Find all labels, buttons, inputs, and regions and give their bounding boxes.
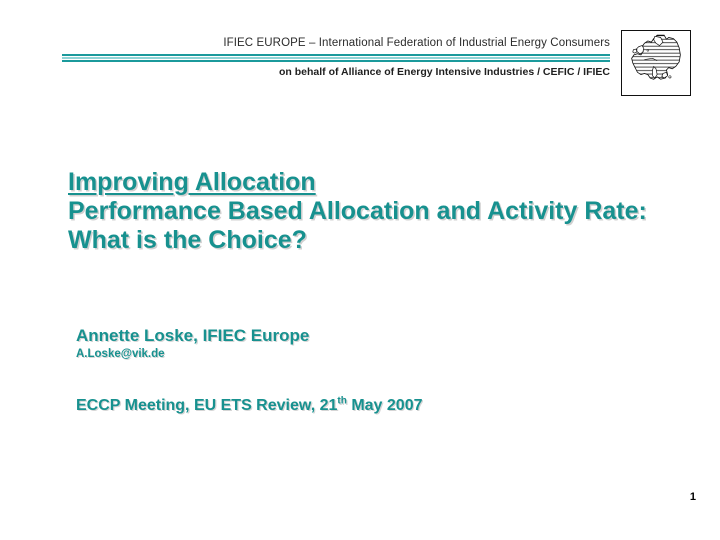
header-organisation-name: IFIEC EUROPE – International Federation of Industrial Energy Consumers bbox=[223, 37, 610, 49]
page-title bbox=[68, 168, 658, 255]
page-number: 1 bbox=[689, 491, 696, 503]
divider-rule-bottom bbox=[62, 60, 610, 62]
meeting-suffix: May 2007 bbox=[346, 397, 423, 414]
meeting-date-ordinal: th bbox=[337, 395, 347, 407]
title-line-secondary: Performance Based Allocation and Activity Rate: bbox=[68, 197, 647, 225]
title-line-primary: Improving Allocation bbox=[68, 168, 316, 196]
meeting-prefix: ECCP Meeting, EU ETS Review, 21 bbox=[76, 397, 338, 414]
europe-map-icon bbox=[621, 30, 691, 96]
author-block bbox=[76, 325, 576, 362]
meeting-block bbox=[76, 396, 596, 416]
header-org-line bbox=[62, 36, 610, 50]
divider-rule-top bbox=[62, 54, 610, 56]
author-email[interactable]: A.Loske@vik.de bbox=[76, 348, 165, 360]
meeting-line bbox=[76, 396, 596, 416]
author-name: Annette Loske, IFIEC Europe bbox=[76, 326, 310, 345]
header-behalf-line: on behalf of Alliance of Energy Intensive Industries / CEFIC / IFIEC bbox=[279, 66, 610, 78]
divider-rule-middle bbox=[62, 57, 610, 59]
title-line-tertiary: What is the Choice? bbox=[68, 226, 307, 254]
header-divider-rules bbox=[62, 54, 610, 65]
slide-header bbox=[0, 0, 720, 110]
europe-map-graphic bbox=[625, 34, 687, 92]
